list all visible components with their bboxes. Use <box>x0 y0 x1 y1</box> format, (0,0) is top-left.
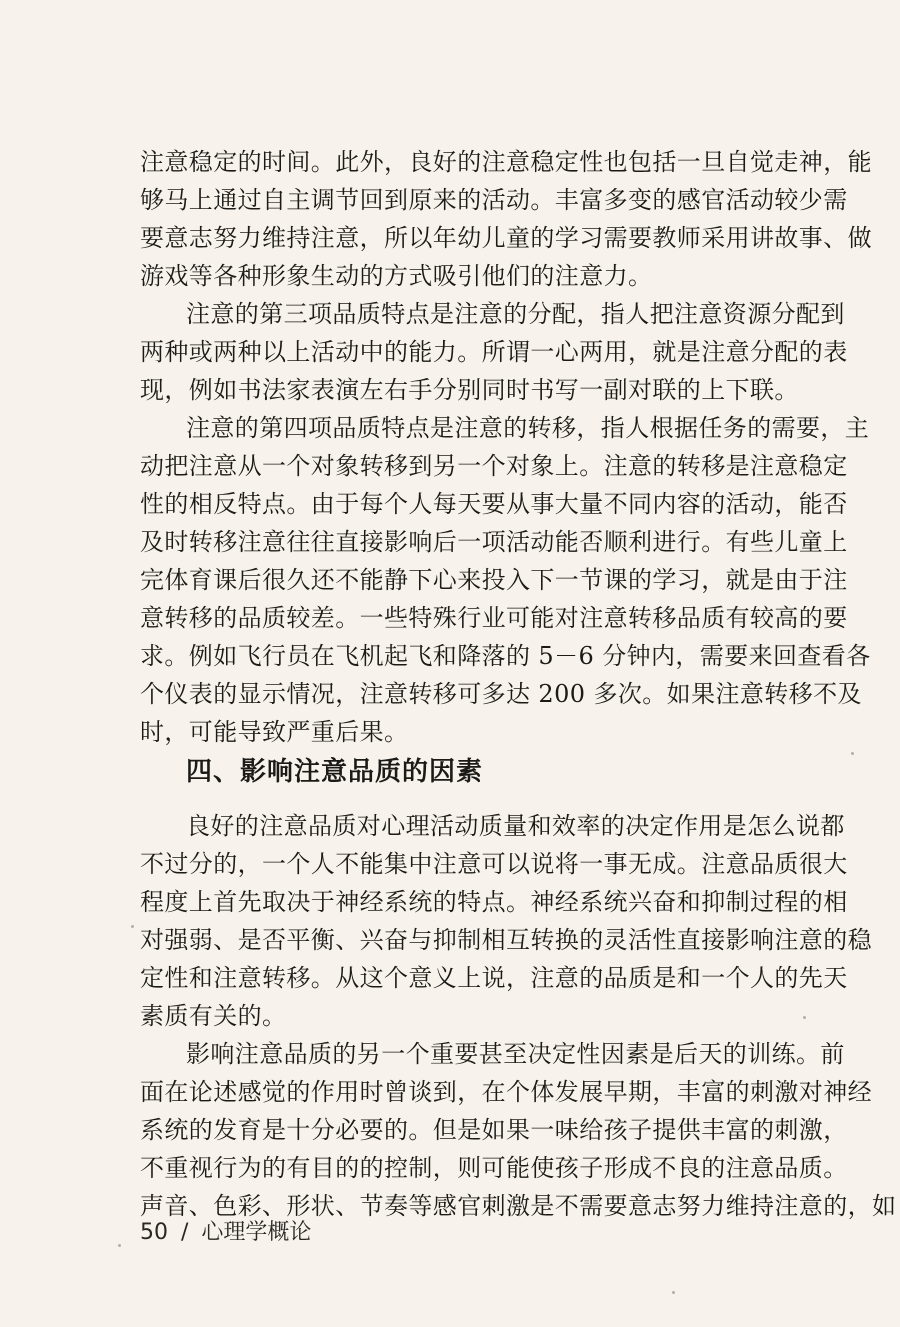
text-line: 现，例如书法家表演左右手分别同时书写一副对联的上下联。 <box>140 376 799 404</box>
text-line: 程度上首先取决于神经系统的特点。神经系统兴奋和抑制过程的相 <box>140 888 848 916</box>
scan-speck <box>672 1291 675 1294</box>
text-line: 面在论述感觉的作用时曾谈到，在个体发展早期，丰富的刺激对神经 <box>140 1078 872 1106</box>
text-line: 影响注意品质的另一个重要甚至决定性因素是后天的训练。前 <box>186 1040 845 1068</box>
text-line: 不重视行为的有目的的控制，则可能使孩子形成不良的注意品质。 <box>140 1154 848 1182</box>
text-line: 够马上通过自主调节回到原来的活动。丰富多变的感官活动较少需 <box>140 186 848 214</box>
text-line: 两种或两种以上活动中的能力。所谓一心两用，就是注意分配的表 <box>140 338 848 366</box>
footer-separator: / <box>181 1220 189 1245</box>
scan-speck <box>118 1244 121 1247</box>
text-line: 注意的第四项品质特点是注意的转移，指人根据任务的需要，主 <box>186 414 870 442</box>
text-line: 注意的第三项品质特点是注意的分配，指人把注意资源分配到 <box>186 300 845 328</box>
scan-speck <box>851 752 854 755</box>
text-line: 素质有关的。 <box>140 1002 287 1030</box>
text-line: 要意志努力维持注意，所以年幼儿童的学习需要教师采用讲故事、做 <box>140 224 872 252</box>
scan-speck <box>131 925 134 928</box>
text-line: 对强弱、是否平衡、兴奋与抑制相互转换的灵活性直接影响注意的稳 <box>140 926 872 954</box>
text-line: 声音、色彩、形状、节奏等感官刺激是不需要意志努力维持注意的，如 <box>140 1192 897 1220</box>
text-line: 意转移的品质较差。一些特殊行业可能对注意转移品质有较高的要 <box>140 604 848 632</box>
text-line: 个仪表的显示情况，注意转移可多达 200 多次。如果注意转移不及 <box>140 680 862 708</box>
text-line: 定性和注意转移。从这个意义上说，注意的品质是和一个人的先天 <box>140 964 848 992</box>
text-line: 动把注意从一个对象转移到另一个对象上。注意的转移是注意稳定 <box>140 452 848 480</box>
text-line: 注意稳定的时间。此外，良好的注意稳定性也包括一旦自觉走神，能 <box>140 148 872 176</box>
text-line: 性的相反特点。由于每个人每天要从事大量不同内容的活动，能否 <box>140 490 848 518</box>
text-line: 良好的注意品质对心理活动质量和效率的决定作用是怎么说都 <box>186 812 845 840</box>
text-line: 求。例如飞行员在飞机起飞和降落的 5－6 分钟内，需要来回查看各 <box>140 642 871 670</box>
scan-speck <box>803 1016 806 1019</box>
text-line: 不过分的，一个人不能集中注意可以说将一事无成。注意品质很大 <box>140 850 848 878</box>
text-line: 游戏等各种形象生动的方式吸引他们的注意力。 <box>140 262 653 290</box>
section-heading: 四、影响注意品质的因素 <box>186 757 484 787</box>
text-line: 完体育课后很久还不能静下心来投入下一节课的学习，就是由于注 <box>140 566 848 594</box>
text-line: 系统的发育是十分必要的。但是如果一味给孩子提供丰富的刺激， <box>140 1116 848 1144</box>
text-line: 时，可能导致严重后果。 <box>140 718 409 746</box>
text-line: 及时转移注意往往直接影响后一项活动能否顺利进行。有些儿童上 <box>140 528 848 556</box>
book-title: 心理学概论 <box>201 1220 312 1245</box>
page-number: 50 <box>140 1220 168 1245</box>
page-footer <box>140 1218 311 1248</box>
